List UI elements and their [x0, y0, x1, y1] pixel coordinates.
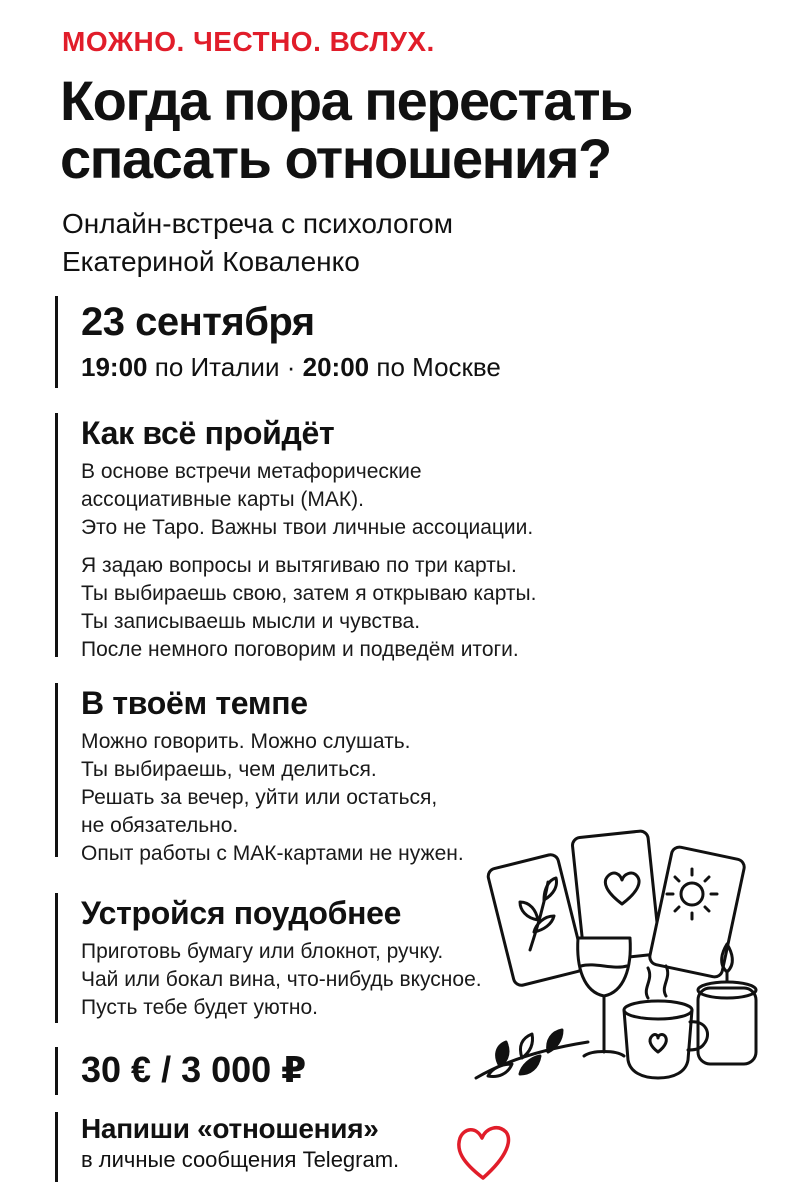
tempo-line: Ты выбираешь, чем делиться. [81, 758, 377, 781]
how-paragraph-1 [81, 458, 536, 542]
price-section [55, 1047, 306, 1095]
cta-section [55, 1112, 399, 1182]
comfy-line: Чай или бокал вина, что-нибудь вкусное. [81, 968, 482, 991]
page-title [60, 69, 780, 190]
subtitle-line-1: Онлайн-встреча с психологом [62, 208, 453, 239]
tempo-line: Опыт работы с МАК-картами не нужен. [81, 842, 464, 865]
tempo-line: Можно говорить. Можно слушать. [81, 730, 411, 753]
cards-wine-tea-candle-illustration [460, 820, 780, 1090]
tempo-heading: В твоём темпе [81, 685, 308, 721]
how-line: В основе встречи метафорические [81, 460, 422, 483]
time-separator: · [286, 352, 296, 382]
tempo-line: не обязательно. [81, 814, 239, 837]
how-line: Это не Таро. Важны твои личные ассоциации. [81, 516, 534, 539]
how-line: Я задаю вопросы и вытягиваю по три карты. [81, 554, 517, 577]
time-moscow: 20:00 [302, 352, 370, 382]
comfy-heading: Устройся поудобнее [81, 895, 402, 931]
comfy-text [81, 938, 482, 1022]
event-date: 23 сентября [81, 300, 315, 344]
label-italy: по Италии [154, 352, 280, 382]
how-heading: Как всё пройдёт [81, 415, 335, 451]
label-moscow: по Москве [376, 352, 501, 382]
subtitle-line-2: Екатериной Коваленко [62, 246, 360, 277]
comfy-line: Пусть тебе будет уютно. [81, 996, 318, 1019]
sprig-icon [476, 1030, 588, 1078]
time-italy: 19:00 [81, 352, 148, 382]
how-line: После немного поговорим и подведём итоги. [81, 638, 519, 661]
how-line: ассоциативные карты (МАК). [81, 488, 364, 511]
tea-cup-icon [624, 966, 708, 1078]
tagline: МОЖНО. ЧЕСТНО. ВСЛУХ. [62, 26, 435, 57]
date-block [55, 296, 501, 388]
comfy-section [55, 893, 482, 1023]
how-paragraph-2 [81, 552, 536, 664]
how-line: Ты записываешь мысли и чувства. [81, 610, 421, 633]
tempo-text [81, 728, 464, 868]
title-line-1: Когда пора перестать [60, 69, 632, 132]
how-line: Ты выбираешь свою, затем я открываю карты. [81, 582, 537, 605]
subtitle [62, 205, 702, 281]
tempo-line: Решать за вечер, уйти или остаться, [81, 786, 438, 809]
heart-icon [452, 1120, 514, 1184]
cta-main: Напиши «отношения» [81, 1113, 379, 1144]
title-line-2: спасать отношения? [60, 127, 611, 190]
card-leaf-icon [487, 853, 586, 987]
price: 30 € / 3 000 ₽ [81, 1049, 307, 1090]
how-section [55, 413, 537, 661]
wine-glass-icon [578, 938, 631, 1056]
event-times [81, 349, 501, 385]
tempo-section [55, 683, 464, 865]
comfy-line: Приготовь бумагу или блокнот, ручку. [81, 940, 444, 963]
cta-sub: в личные сообщения Telegram. [81, 1147, 400, 1172]
